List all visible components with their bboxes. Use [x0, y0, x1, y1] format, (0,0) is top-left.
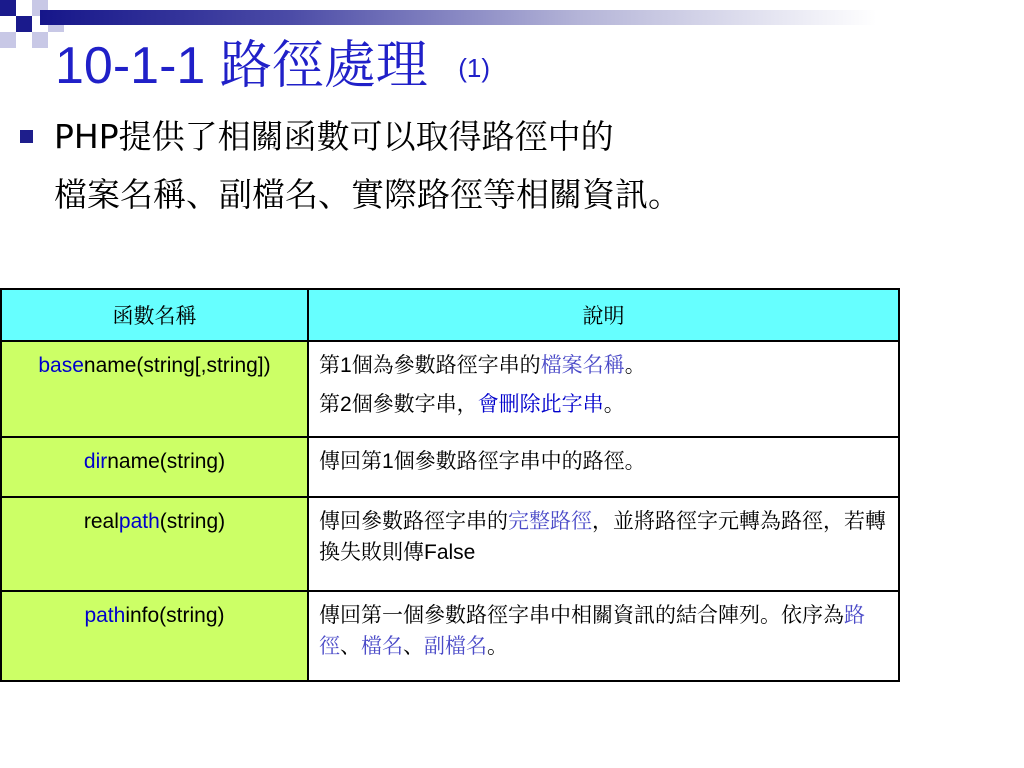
desc-text: 個參數路徑字串中的路徑。	[393, 449, 646, 473]
desc-text: 。	[487, 634, 508, 658]
table-row-basename	[1, 341, 899, 437]
desc-text: 傳回參數路徑字串的	[319, 509, 508, 533]
desc-number: 2	[340, 393, 352, 416]
header-function-name: 函數名稱	[1, 289, 308, 341]
desc-number: 1	[382, 450, 394, 473]
fn-rest: name(string)	[107, 450, 226, 473]
bullet-line-1: PHP提供了相關函數可以取得路徑中的	[54, 117, 614, 156]
fn-highlight: base	[38, 354, 84, 377]
desc-highlight: 副檔名	[424, 634, 487, 658]
desc-keyword: False	[424, 541, 476, 564]
function-name-cell	[1, 437, 308, 497]
table-row-dirname	[1, 437, 899, 497]
desc-line-1	[319, 350, 888, 381]
desc-text: 傳回第	[319, 449, 382, 473]
bullet-text	[54, 108, 970, 224]
bullet-line-2: 檔案名稱、副檔名、實際路徑等相關資訊。	[54, 175, 681, 214]
desc-text: 第	[319, 353, 340, 377]
description-cell	[308, 591, 899, 681]
fn-highlight: dir	[83, 450, 108, 473]
description-cell	[308, 437, 899, 497]
desc-highlight: 檔名	[361, 634, 403, 658]
fn-highlight: path	[84, 604, 126, 627]
desc-highlight: 路徑	[319, 603, 865, 658]
fn-rest: (string)	[159, 510, 226, 533]
description-cell	[308, 497, 899, 591]
desc-text: 、	[403, 634, 424, 658]
bullet-square-icon	[20, 130, 33, 143]
desc-highlight: 會刪除此字串	[477, 392, 604, 416]
fn-rest: info(string)	[125, 604, 225, 627]
desc-highlight: 完整路徑	[508, 509, 592, 533]
table-row-realpath	[1, 497, 899, 591]
desc-line-2	[319, 389, 888, 420]
desc-text: 、	[340, 634, 361, 658]
title-number: 10-1-1	[55, 37, 206, 95]
desc-text: 。	[603, 392, 625, 416]
desc-text: 個為參數路徑字串的	[351, 353, 541, 377]
function-table	[0, 288, 900, 682]
title-text: 路徑處理	[219, 37, 428, 95]
desc-text: 個參數字串，	[351, 392, 478, 416]
table-header-row	[1, 289, 899, 341]
header-description: 說明	[308, 289, 899, 341]
slide-title	[55, 34, 490, 100]
fn-prefix: real	[83, 510, 119, 533]
desc-text: 第	[319, 392, 340, 416]
desc-text: 傳回第一個參數路徑字串中相關資訊的結合陣列。依序為	[319, 603, 844, 627]
function-name-cell	[1, 341, 308, 437]
table-row-pathinfo	[1, 591, 899, 681]
function-name-cell	[1, 497, 308, 591]
desc-number: 1	[340, 354, 352, 377]
fn-rest: name(string[,string])	[83, 354, 271, 377]
title-suffix: (1)	[458, 53, 491, 83]
header-gradient-bar	[40, 10, 1024, 25]
desc-text: ，並將路徑字元轉為路徑，若轉換失敗則傳	[319, 509, 886, 564]
description-cell	[308, 341, 899, 437]
desc-highlight: 檔案名稱	[540, 353, 625, 377]
function-name-cell	[1, 591, 308, 681]
desc-text: 。	[624, 353, 646, 377]
fn-highlight: path	[118, 510, 160, 533]
bullet-point	[20, 108, 970, 224]
